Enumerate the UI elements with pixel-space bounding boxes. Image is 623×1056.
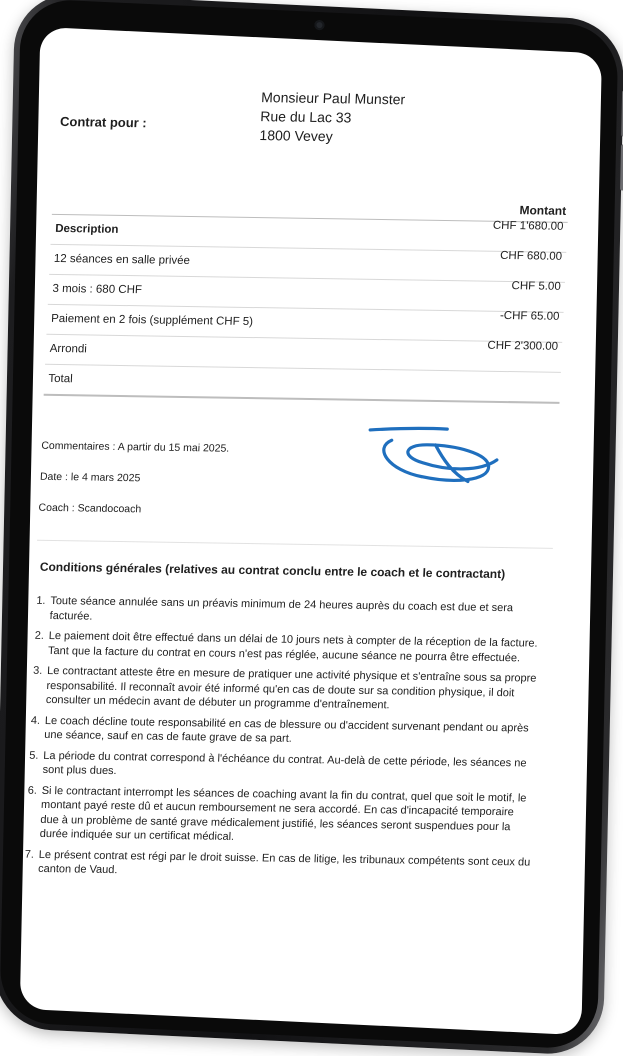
row-value: CHF 5.00 — [511, 280, 562, 293]
row-value: CHF 680.00 — [499, 249, 563, 263]
camera-icon — [314, 20, 324, 30]
client-name: Monsieur Paul Munster — [260, 89, 406, 108]
row-label: 12 séances en salle privée — [53, 252, 191, 268]
row-label: 3 mois : 680 CHF — [52, 282, 143, 297]
condition-item: 3. Le contractant atteste être en mesure de pratiquer une activité physique et s'entraîne sous sa propre responsabilité. Il reconnaît avoir été informé qu'en cas de doute sur sa condition physique, il doit consulter un médecin avant de débuter un programme d'entraînement. — [32, 664, 537, 712]
condition-item: 1. Toute séance annulée sans un préavis minimum de 24 heures auprès du coach est due et sera facturée. — [36, 594, 514, 623]
client-street: Rue du Lac 33 — [260, 108, 352, 126]
client-address — [259, 88, 405, 147]
row-value: -CHF 65.00 — [499, 309, 560, 323]
row-value: CHF 2'300.00 — [487, 339, 559, 353]
conditions-list — [26, 594, 543, 890]
date-text: Date : le 4 mars 2025 — [39, 470, 141, 485]
signature-stroke — [368, 428, 498, 482]
amount-column-header: Montant — [519, 203, 567, 218]
condition-item: 7. Le présent contrat est régi par le droit suisse. En cas de litige, les tribunaux compétents sont ceux du canton de Vaud. — [24, 848, 531, 877]
row-label: Arrondi — [49, 342, 88, 356]
coach-text: Coach : Scandocoach — [38, 501, 142, 516]
condition-item: 5. La période du contrat correspond à l'échéance du contrat. Au-delà de cette période, les séances ne sont plus dues. — [29, 749, 527, 778]
signature-image — [359, 418, 513, 500]
tablet-screen — [20, 27, 602, 1035]
contract-for-label: Contrat pour : — [59, 113, 148, 131]
row-value: CHF 1'680.00 — [492, 219, 564, 233]
conditions-title: Conditions générales (relatives au contrat conclu entre le coach et le contractant) — [39, 559, 506, 582]
row-label-description: Description — [54, 222, 119, 236]
row-label: Paiement en 2 fois (supplément CHF 5) — [50, 312, 254, 329]
condition-item: 4. Le coach décline toute responsabilité en cas de blessure ou d'accident survenant pendant ou après une séance, sauf en cas de faute grave de sa part. — [30, 714, 529, 745]
condition-item: 6. Si le contractant interrompt les séances de coaching avant la fin du contrat, quel que soit le motif, le montant payé reste dû et aucun remboursement ne sera accordé. En cas d'incapacité temporaire due à un problème de santé grave médicalement justifié, les séances seront suspendues pour la durée indiquée sur un certificat médical. — [27, 784, 527, 843]
invoice-table — [44, 214, 568, 404]
condition-item: 2. Le paiement doit être effectué dans un délai de 10 jours nets à compter de la réception de la facture. Tant que la facture du contrat en cours n'est pas réglée, aucune séance ne pourra être effectuée. — [34, 629, 538, 664]
client-city: 1800 Vevey — [259, 127, 334, 145]
section-divider — [37, 540, 553, 549]
row-label-total: Total — [48, 372, 73, 386]
comments-text: Commentaires : A partir du 15 mai 2025. — [41, 439, 230, 455]
